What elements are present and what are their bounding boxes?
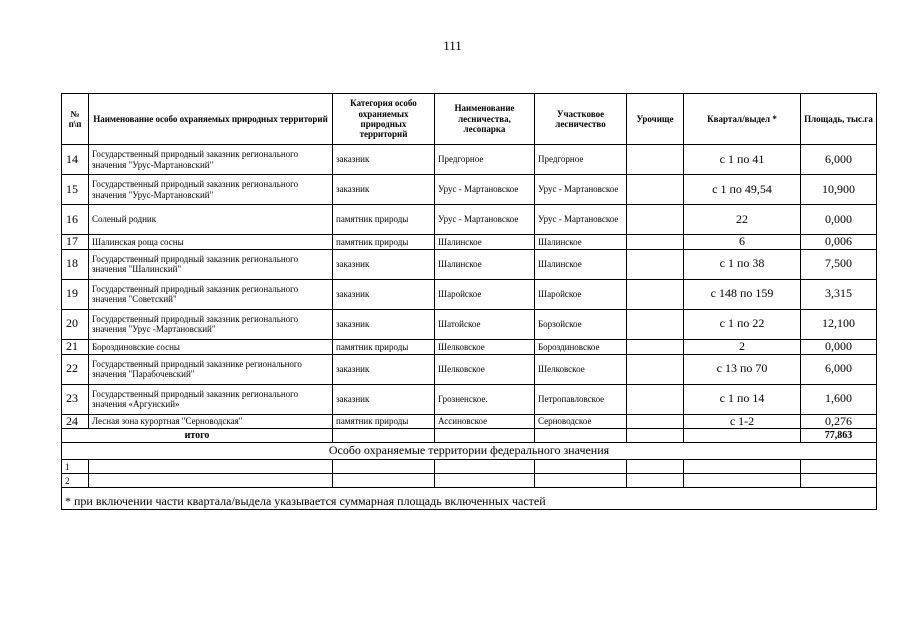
row-tract: [627, 354, 684, 384]
row-number: 22: [62, 354, 89, 384]
row-forestry: Грозненское.: [435, 384, 535, 414]
row-district: Урус - Мартановское: [535, 175, 627, 205]
row-category: памятник природы: [333, 205, 435, 235]
row-district: Шалинское: [535, 249, 627, 279]
row-number: 1: [62, 460, 89, 474]
row-area: 1,600: [801, 384, 877, 414]
header-tract: Урочище: [627, 94, 684, 145]
row-category: памятник природы: [333, 339, 435, 354]
total-row: [62, 429, 877, 443]
page-number: 111: [443, 38, 462, 53]
table-row: [62, 474, 877, 488]
row-district: Серноводское: [535, 414, 627, 429]
row-number: 20: [62, 309, 89, 339]
row-category: заказник: [333, 279, 435, 309]
row-name: Государственный природный заказник регионального значения "Урус-Мартановский": [89, 175, 333, 205]
header-quarter: Квартал/выдел *: [684, 94, 801, 145]
row-name: Государственный природный заказник регионального значения "Урус -Мартановский": [89, 309, 333, 339]
row-name: Шалинская роща сосны: [89, 235, 333, 250]
row-category: памятник природы: [333, 414, 435, 429]
federal-section-title: Особо охраняемые территории федерального значения: [62, 443, 877, 460]
row-tract: [627, 235, 684, 250]
row-number: 15: [62, 175, 89, 205]
table-row: [62, 175, 877, 205]
row-area: 12,100: [801, 309, 877, 339]
row-tract: [627, 279, 684, 309]
row-tract: [627, 249, 684, 279]
row-category: заказник: [333, 175, 435, 205]
row-forestry: Шалинское: [435, 235, 535, 250]
row-quarter: 2: [684, 339, 801, 354]
row-tract: [627, 339, 684, 354]
row-name: Государственный природный заказник регионального значения "Шалинский": [89, 249, 333, 279]
row-district: Бороздиновское: [535, 339, 627, 354]
row-area: 6,000: [801, 354, 877, 384]
row-tract: [627, 205, 684, 235]
row-forestry: Ассиновское: [435, 414, 535, 429]
row-number: 21: [62, 339, 89, 354]
header-forestry: Наименование лесничества, лесопарка: [435, 94, 535, 145]
row-name: Лесная зона курортная "Серноводская": [89, 414, 333, 429]
row-forestry: Шелковское: [435, 354, 535, 384]
row-name: Государственный природный заказнике регионального значения "Парабочевский": [89, 354, 333, 384]
row-category: памятник природы: [333, 235, 435, 250]
table-row: [62, 235, 877, 250]
row-number: 19: [62, 279, 89, 309]
header-area: Площадь, тыс.га: [801, 94, 877, 145]
row-quarter: 22: [684, 205, 801, 235]
footnote-row: [62, 488, 877, 510]
row-tract: [627, 175, 684, 205]
table-row: [62, 145, 877, 175]
row-number: 2: [62, 474, 89, 488]
row-district: Урус - Мартановское: [535, 205, 627, 235]
row-name: Государственный природный заказник регионального значения "Советский": [89, 279, 333, 309]
table-header-row: [62, 94, 877, 145]
table-row: [62, 414, 877, 429]
row-quarter: 6: [684, 235, 801, 250]
row-quarter: с 1-2: [684, 414, 801, 429]
row-category: заказник: [333, 145, 435, 175]
table-row: [62, 205, 877, 235]
row-tract: [627, 384, 684, 414]
row-number: 24: [62, 414, 89, 429]
row-area: 0,276: [801, 414, 877, 429]
row-category: заказник: [333, 354, 435, 384]
row-forestry: Шалинское: [435, 249, 535, 279]
footnote: * при включении части квартала/выдела указывается суммарная площадь включенных частей: [62, 488, 877, 510]
header-district: Участковое лесничество: [535, 94, 627, 145]
row-tract: [627, 145, 684, 175]
row-quarter: с 13 по 70: [684, 354, 801, 384]
row-quarter: с 148 по 159: [684, 279, 801, 309]
header-category: Категория особо охраняемых природных территорий: [333, 94, 435, 145]
row-area: 0,000: [801, 205, 877, 235]
row-category: заказник: [333, 249, 435, 279]
row-district: Шалинское: [535, 235, 627, 250]
row-district: Петропавловское: [535, 384, 627, 414]
federal-section-row: [62, 443, 877, 460]
row-district: Шаройское: [535, 279, 627, 309]
row-district: Борзойское: [535, 309, 627, 339]
table-row: [62, 354, 877, 384]
row-forestry: Шаройское: [435, 279, 535, 309]
row-category: заказник: [333, 309, 435, 339]
table-row: [62, 309, 877, 339]
table-row: [62, 279, 877, 309]
table-row: [62, 339, 877, 354]
table-row: [62, 249, 877, 279]
header-name: Наименование особо охраняемых природных территорий: [89, 94, 333, 145]
row-district: Предгорное: [535, 145, 627, 175]
row-number: 16: [62, 205, 89, 235]
row-quarter: с 1 по 49,54: [684, 175, 801, 205]
row-category: заказник: [333, 384, 435, 414]
protected-areas-table: [61, 93, 877, 510]
total-label: итого: [62, 429, 333, 443]
row-name: Бороздиновские сосны: [89, 339, 333, 354]
total-value: 77,863: [801, 429, 877, 443]
row-forestry: Урус - Мартановское: [435, 175, 535, 205]
header-num: № п\п: [62, 94, 89, 145]
row-forestry: Шатойское: [435, 309, 535, 339]
row-area: 0,000: [801, 339, 877, 354]
row-area: 3,315: [801, 279, 877, 309]
row-number: 23: [62, 384, 89, 414]
row-quarter: с 1 по 14: [684, 384, 801, 414]
row-area: 0,006: [801, 235, 877, 250]
table-row: [62, 384, 877, 414]
row-tract: [627, 414, 684, 429]
row-district: Шелковское: [535, 354, 627, 384]
row-quarter: с 1 по 41: [684, 145, 801, 175]
row-name: Соленый родник: [89, 205, 333, 235]
row-number: 17: [62, 235, 89, 250]
row-name: Государственный природный заказник регионального значения «Аргунский»: [89, 384, 333, 414]
row-number: 18: [62, 249, 89, 279]
row-quarter: с 1 по 22: [684, 309, 801, 339]
row-forestry: Шелковское: [435, 339, 535, 354]
row-number: 14: [62, 145, 89, 175]
row-forestry: Предгорное: [435, 145, 535, 175]
row-quarter: с 1 по 38: [684, 249, 801, 279]
row-forestry: Урус - Мартановское: [435, 205, 535, 235]
row-tract: [627, 309, 684, 339]
table-row: [62, 460, 877, 474]
row-area: 10,900: [801, 175, 877, 205]
row-name: Государственный природный заказник регионального значения "Урус-Мартановский": [89, 145, 333, 175]
row-area: 7,500: [801, 249, 877, 279]
row-area: 6,000: [801, 145, 877, 175]
